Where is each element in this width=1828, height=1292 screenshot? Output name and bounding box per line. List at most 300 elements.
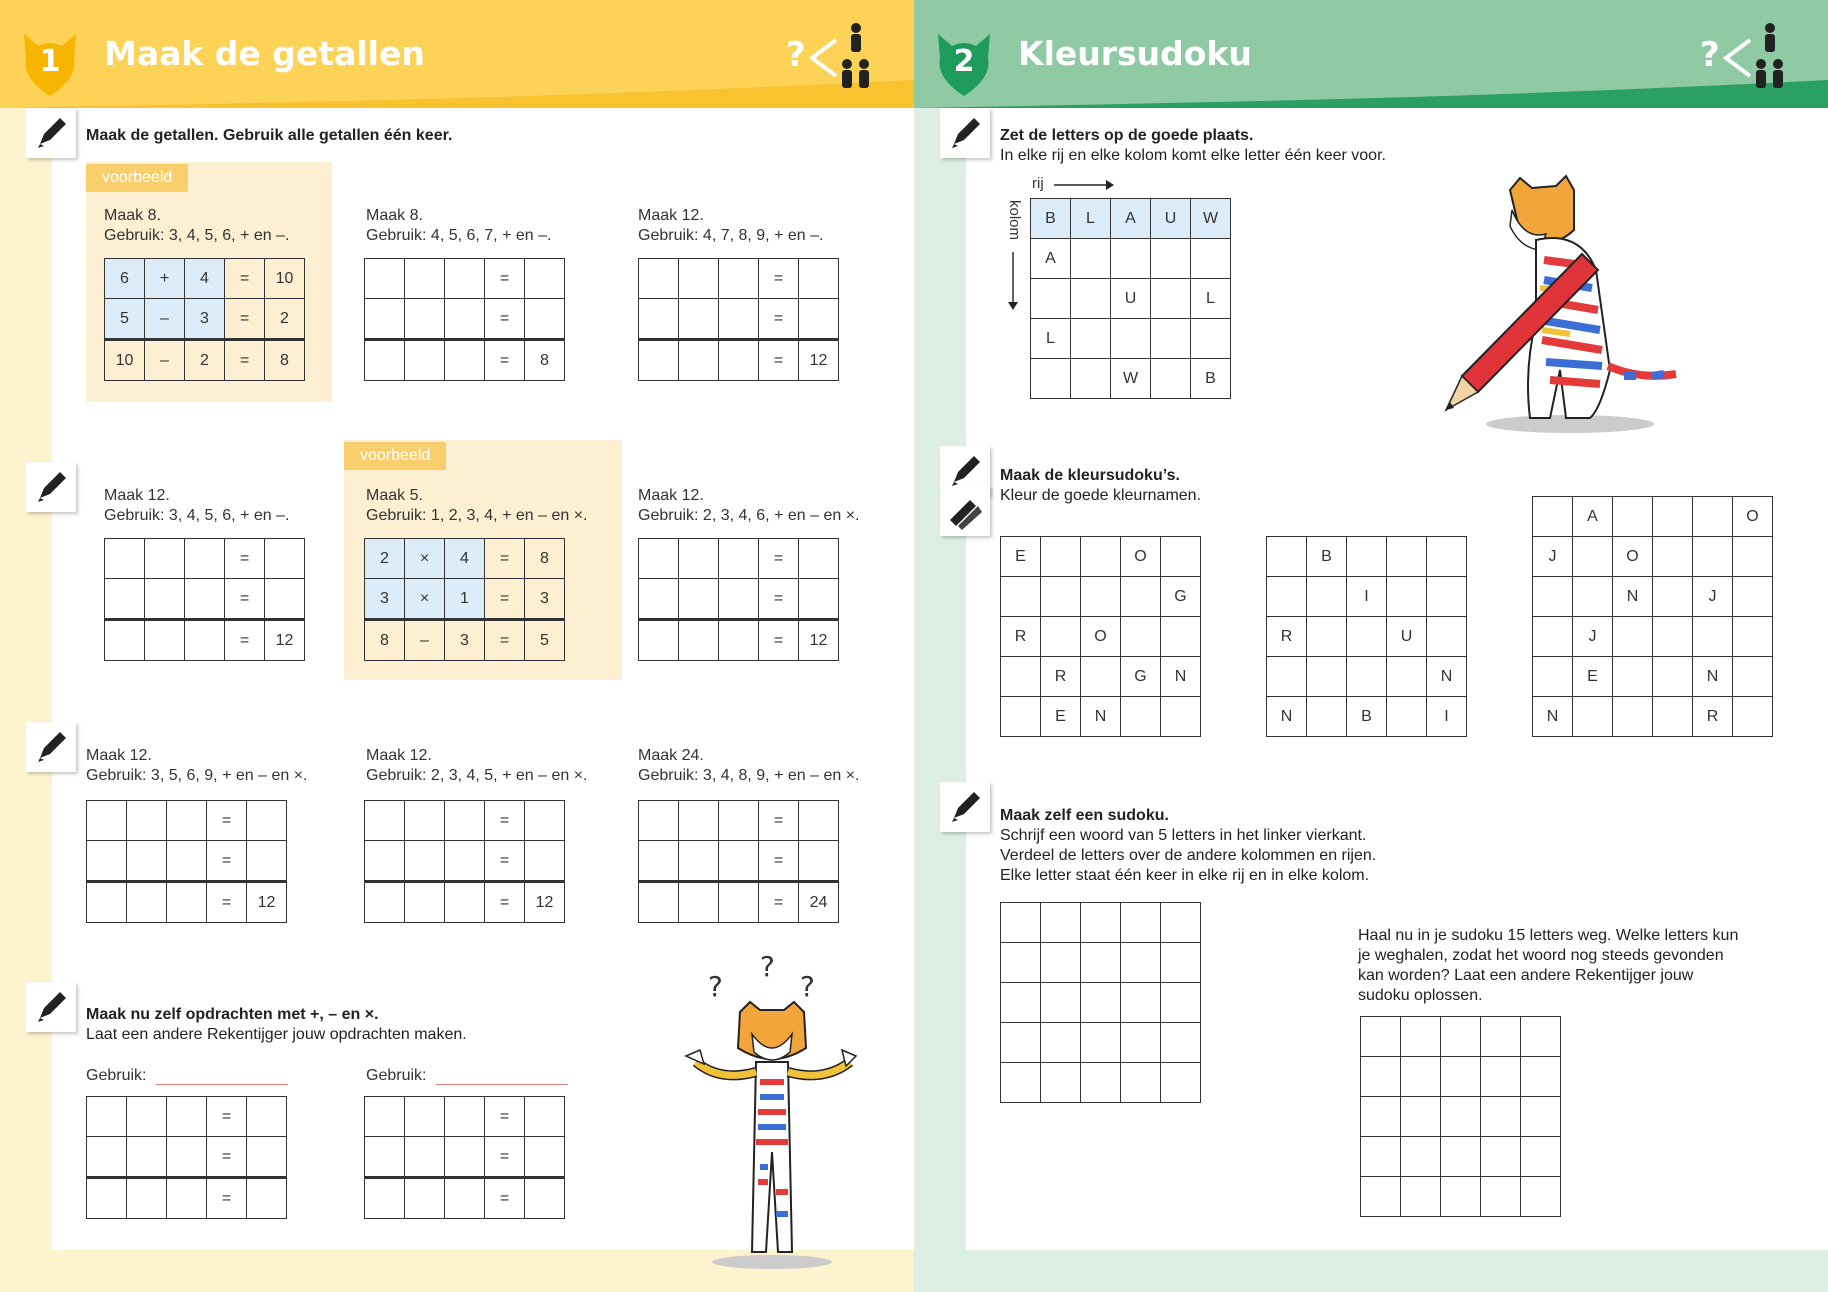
grid-cell[interactable] [365, 259, 405, 299]
grid-cell[interactable] [265, 579, 305, 620]
grid-cell[interactable] [679, 259, 719, 299]
sudoku-cell[interactable] [1161, 983, 1201, 1023]
grid-cell[interactable] [639, 882, 679, 923]
grid-cell[interactable] [639, 539, 679, 579]
grid-cell[interactable] [445, 801, 485, 841]
sudoku-cell[interactable] [1071, 319, 1111, 359]
sudoku-cell[interactable] [1161, 943, 1201, 983]
sudoku-cell[interactable] [1307, 577, 1347, 617]
calc-grid[interactable] [86, 800, 287, 923]
grid-cell[interactable] [719, 579, 759, 620]
own-grid[interactable] [86, 1096, 287, 1219]
sudoku-cell[interactable] [1081, 943, 1121, 983]
grid-cell[interactable] [145, 579, 185, 620]
sudoku-cell[interactable] [1161, 1063, 1201, 1103]
grid-cell[interactable] [105, 579, 145, 620]
sudoku-cell: R [1267, 617, 1307, 657]
grid-cell[interactable] [445, 1178, 485, 1219]
grid-cell[interactable] [679, 299, 719, 340]
grid-cell[interactable] [719, 882, 759, 923]
sudoku-cell[interactable] [1521, 1057, 1561, 1097]
sudoku-cell[interactable] [1693, 537, 1733, 577]
grid-cell: = [225, 340, 265, 381]
sudoku-cell[interactable] [1573, 577, 1613, 617]
grid-cell: – [145, 340, 185, 381]
calc-grid[interactable] [364, 800, 565, 923]
sudoku-cell: O [1121, 537, 1161, 577]
grid-cell[interactable] [167, 882, 207, 923]
grid-cell: 10 [265, 259, 305, 299]
grid-cell[interactable] [167, 1097, 207, 1137]
section3-note: sudoku oplossen. [1358, 987, 1483, 1004]
sudoku-cell[interactable] [1041, 903, 1081, 943]
sudoku-cell[interactable] [1041, 577, 1081, 617]
sudoku-cell[interactable] [1361, 1177, 1401, 1217]
sudoku-cell[interactable] [1121, 617, 1161, 657]
sudoku-cell: E [1573, 657, 1613, 697]
exercise-use: Gebruik: 4, 5, 6, 7, + en –. [366, 227, 552, 244]
grid-cell[interactable] [405, 340, 445, 381]
sudoku-cell[interactable] [1001, 657, 1041, 697]
grid-cell[interactable] [87, 1097, 127, 1137]
sudoku-cell[interactable] [1401, 1017, 1441, 1057]
exercise-use: Gebruik: 3, 4, 5, 6, + en –. [104, 227, 290, 244]
grid-cell[interactable] [405, 801, 445, 841]
grid-cell[interactable] [105, 620, 145, 661]
grid-cell[interactable] [365, 841, 405, 882]
svg-text:?: ? [1700, 35, 1720, 75]
use-label: Gebruik: [366, 1067, 427, 1084]
grid-cell[interactable] [405, 1178, 445, 1219]
sudoku-cell[interactable] [1121, 943, 1161, 983]
sudoku-cell[interactable] [1121, 1063, 1161, 1103]
grid-cell[interactable] [167, 801, 207, 841]
grid-cell[interactable] [799, 299, 839, 340]
grid-cell: 3 [185, 299, 225, 340]
grid-cell: = [759, 259, 799, 299]
grid-cell[interactable] [167, 1178, 207, 1219]
sudoku-cell[interactable] [1041, 537, 1081, 577]
sudoku-cell[interactable] [1653, 537, 1693, 577]
grid-cell[interactable] [145, 620, 185, 661]
exercise-number: 2 [953, 44, 975, 79]
sudoku-cell[interactable] [1347, 537, 1387, 577]
sudoku-cell[interactable] [1001, 1063, 1041, 1103]
sudoku-cell[interactable] [1533, 657, 1573, 697]
grid-cell[interactable] [679, 620, 719, 661]
sudoku-cell[interactable] [1441, 1177, 1481, 1217]
grid-cell[interactable] [799, 801, 839, 841]
sudoku-cell[interactable] [1071, 239, 1111, 279]
grid-cell: = [485, 1097, 525, 1137]
sudoku-cell[interactable] [1161, 617, 1201, 657]
sudoku-cell[interactable] [1693, 617, 1733, 657]
grid-cell[interactable] [247, 1137, 287, 1178]
grid-cell: 12 [799, 620, 839, 661]
grid-cell[interactable] [145, 539, 185, 579]
sudoku-cell[interactable] [1733, 657, 1773, 697]
sudoku-cell[interactable] [1653, 697, 1693, 737]
sudoku-cell[interactable] [1151, 319, 1191, 359]
grid-cell: 5 [525, 620, 565, 661]
calc-grid[interactable] [638, 258, 839, 381]
sudoku-cell[interactable] [1307, 697, 1347, 737]
sudoku-cell[interactable] [1361, 1057, 1401, 1097]
grid-cell[interactable] [365, 1097, 405, 1137]
grid-cell[interactable] [799, 579, 839, 620]
grid-cell[interactable] [525, 299, 565, 340]
sudoku-cell[interactable] [1161, 903, 1201, 943]
sudoku-cell[interactable] [1121, 903, 1161, 943]
sudoku-cell: L [1071, 199, 1111, 239]
grid-cell[interactable] [525, 1137, 565, 1178]
sudoku-cell[interactable] [1081, 657, 1121, 697]
grid-cell[interactable] [445, 882, 485, 923]
sudoku-cell[interactable] [1361, 1137, 1401, 1177]
sudoku-cell[interactable] [1151, 279, 1191, 319]
sudoku-cell[interactable] [1001, 1023, 1041, 1063]
grid-cell[interactable] [719, 539, 759, 579]
grid-cell[interactable] [185, 539, 225, 579]
grid-cell: 8 [525, 539, 565, 579]
calc-grid[interactable] [638, 800, 839, 923]
sudoku-cell[interactable] [1071, 279, 1111, 319]
grid-cell[interactable] [679, 539, 719, 579]
exercise-use: Gebruik: 3, 4, 8, 9, + en – en ×. [638, 767, 860, 784]
sudoku-cell[interactable] [1031, 359, 1071, 399]
grid-cell[interactable] [185, 579, 225, 620]
grid-cell[interactable] [679, 801, 719, 841]
sudoku-cell[interactable] [1613, 617, 1653, 657]
use-underline[interactable] [156, 1084, 288, 1085]
sudoku-cell[interactable] [1071, 359, 1111, 399]
sudoku-cell[interactable] [1613, 497, 1653, 537]
sudoku-cell[interactable] [1573, 697, 1613, 737]
grid-cell[interactable] [167, 1137, 207, 1178]
grid-cell: = [759, 882, 799, 923]
grid-cell[interactable] [639, 259, 679, 299]
grid-cell[interactable] [639, 299, 679, 340]
grid-cell[interactable] [525, 1097, 565, 1137]
sudoku-cell[interactable] [1441, 1017, 1481, 1057]
sudoku-cell[interactable] [1191, 319, 1231, 359]
grid-cell: 12 [799, 340, 839, 381]
section2-subtitle: Kleur de goede kleurnamen. [1000, 487, 1202, 504]
grid-cell: = [485, 340, 525, 381]
grid-cell[interactable] [525, 1178, 565, 1219]
grid-cell[interactable] [405, 259, 445, 299]
sudoku-cell[interactable] [1401, 1097, 1441, 1137]
sudoku-cell: O [1613, 537, 1653, 577]
grid-cell: = [759, 299, 799, 340]
grid-cell[interactable] [127, 1178, 167, 1219]
grid-cell[interactable] [105, 539, 145, 579]
grid-cell[interactable] [247, 801, 287, 841]
sudoku-cell: L [1191, 279, 1231, 319]
sudoku-cell[interactable] [1427, 537, 1467, 577]
sudoku-cell[interactable] [1653, 497, 1693, 537]
sudoku-cell[interactable] [1613, 657, 1653, 697]
grid-cell[interactable] [405, 1137, 445, 1178]
exercise-use: Gebruik: 2, 3, 4, 5, + en – en ×. [366, 767, 588, 784]
sudoku-cell[interactable] [1733, 537, 1773, 577]
grid-cell: = [485, 299, 525, 340]
grid-cell: – [405, 620, 445, 661]
sudoku-cell[interactable] [1693, 497, 1733, 537]
sudoku-cell[interactable] [1307, 657, 1347, 697]
sudoku-cell[interactable] [1427, 617, 1467, 657]
sudoku-cell[interactable] [1427, 577, 1467, 617]
grid-cell[interactable] [265, 539, 305, 579]
sudoku-cell[interactable] [1387, 577, 1427, 617]
letter-sudoku-grid[interactable] [1030, 198, 1231, 399]
sudoku-cell[interactable] [1081, 983, 1121, 1023]
sudoku-cell[interactable] [1533, 617, 1573, 657]
sudoku-cell[interactable] [1653, 657, 1693, 697]
sudoku-cell[interactable] [1161, 1023, 1201, 1063]
sudoku-cell[interactable] [1481, 1057, 1521, 1097]
grid-cell: = [485, 259, 525, 299]
sudoku-cell[interactable] [1347, 617, 1387, 657]
sudoku-cell[interactable] [1361, 1097, 1401, 1137]
own-grid[interactable] [364, 1096, 565, 1219]
exercise-title: Maak 12. [86, 747, 152, 764]
sudoku-cell: N [1693, 657, 1733, 697]
sudoku-cell[interactable] [1081, 1063, 1121, 1103]
section3-line: Elke letter staat één keer in elke rij en in elke kolom. [1000, 867, 1370, 884]
sudoku-cell[interactable] [1081, 537, 1121, 577]
sudoku-cell[interactable] [1733, 617, 1773, 657]
grid-cell[interactable] [405, 1097, 445, 1137]
sudoku-cell[interactable] [1081, 1023, 1121, 1063]
sudoku-cell[interactable] [1387, 657, 1427, 697]
grid-cell: = [207, 841, 247, 882]
sudoku-cell[interactable] [1401, 1177, 1441, 1217]
sudoku-cell: N [1161, 657, 1201, 697]
sudoku-cell[interactable] [1161, 537, 1201, 577]
grid-cell[interactable] [445, 841, 485, 882]
sudoku-cell[interactable] [1041, 1063, 1081, 1103]
grid-cell[interactable] [445, 340, 485, 381]
sudoku-cell[interactable] [1267, 657, 1307, 697]
sudoku-cell[interactable] [1481, 1017, 1521, 1057]
sudoku-cell[interactable] [1121, 1023, 1161, 1063]
calc-grid[interactable] [638, 538, 839, 661]
grid-cell[interactable] [719, 299, 759, 340]
pencil-icon [26, 982, 76, 1032]
sudoku-cell[interactable] [1041, 1023, 1081, 1063]
grid-cell[interactable] [127, 1097, 167, 1137]
sudoku-cell[interactable] [1121, 577, 1161, 617]
grid-cell[interactable] [679, 579, 719, 620]
grid-cell: 8 [265, 340, 305, 381]
grid-cell[interactable] [445, 259, 485, 299]
grid-cell[interactable] [185, 620, 225, 661]
sudoku-cell[interactable] [1041, 983, 1081, 1023]
sudoku-cell[interactable] [1613, 697, 1653, 737]
sudoku-cell[interactable] [1307, 617, 1347, 657]
tiger-mascot-pencil [1440, 170, 1720, 440]
grid-cell[interactable] [87, 841, 127, 882]
svg-text:?: ? [800, 970, 815, 1003]
sudoku-cell[interactable] [1653, 577, 1693, 617]
sudoku-cell: I [1427, 697, 1467, 737]
sudoku-cell[interactable] [1001, 983, 1041, 1023]
example-tab: voorbeeld [86, 164, 188, 192]
sudoku-cell[interactable] [1441, 1057, 1481, 1097]
sudoku-cell[interactable] [1481, 1097, 1521, 1137]
grid-cell[interactable] [719, 841, 759, 882]
grid-cell: = [485, 1178, 525, 1219]
grid-cell[interactable] [247, 1178, 287, 1219]
sudoku-cell[interactable] [1001, 577, 1041, 617]
grid-cell[interactable] [679, 882, 719, 923]
grid-cell[interactable] [719, 801, 759, 841]
grid-cell[interactable] [365, 340, 405, 381]
sudoku-cell[interactable] [1401, 1137, 1441, 1177]
grid-cell: 12 [265, 620, 305, 661]
color-sudoku-grid[interactable] [1000, 536, 1201, 737]
sudoku-cell[interactable] [1361, 1017, 1401, 1057]
grid-cell: = [485, 841, 525, 882]
section2-title: Maak de kleursudoku’s. [1000, 467, 1180, 484]
sudoku-cell: O [1081, 617, 1121, 657]
grid-cell[interactable] [365, 1178, 405, 1219]
sudoku-cell[interactable] [1001, 943, 1041, 983]
grid-cell[interactable] [679, 340, 719, 381]
grid-cell[interactable] [365, 1137, 405, 1178]
sudoku-cell[interactable] [1041, 617, 1081, 657]
grid-cell[interactable] [639, 801, 679, 841]
sudoku-cell[interactable] [1733, 697, 1773, 737]
sudoku-cell[interactable] [1151, 239, 1191, 279]
grid-cell[interactable] [525, 801, 565, 841]
grid-cell[interactable] [639, 579, 679, 620]
grid-cell[interactable] [87, 1178, 127, 1219]
sudoku-cell[interactable] [1521, 1097, 1561, 1137]
sudoku-cell[interactable] [1733, 577, 1773, 617]
grid-cell[interactable] [405, 882, 445, 923]
sudoku-cell[interactable] [1081, 903, 1121, 943]
calc-grid[interactable] [364, 258, 565, 381]
sudoku-cell: E [1001, 537, 1041, 577]
sudoku-cell[interactable] [1521, 1017, 1561, 1057]
grid-cell[interactable] [405, 299, 445, 340]
grid-cell[interactable] [167, 841, 207, 882]
grid-cell[interactable] [679, 841, 719, 882]
grid-cell[interactable] [799, 539, 839, 579]
grid-cell[interactable] [127, 841, 167, 882]
sudoku-cell[interactable] [1533, 497, 1573, 537]
exercise-title: Maak 8. [366, 207, 423, 224]
color-sudoku-grid[interactable] [1532, 496, 1773, 737]
sudoku-cell[interactable] [1521, 1177, 1561, 1217]
grid-cell[interactable] [445, 299, 485, 340]
grid-cell[interactable] [719, 340, 759, 381]
sudoku-cell[interactable] [1481, 1177, 1521, 1217]
sudoku-cell: B [1031, 199, 1071, 239]
grid-cell[interactable] [799, 841, 839, 882]
sudoku-cell[interactable] [1121, 983, 1161, 1023]
grid-cell[interactable] [639, 340, 679, 381]
sudoku-cell[interactable] [1001, 697, 1041, 737]
grid-cell[interactable] [799, 259, 839, 299]
sudoku-cell: L [1031, 319, 1071, 359]
tiger-mascot-shrug [660, 952, 880, 1272]
grid-cell: = [485, 579, 525, 620]
sudoku-cell[interactable] [1191, 239, 1231, 279]
sudoku-cell[interactable] [1387, 537, 1427, 577]
section3-line: Schrijf een woord van 5 letters in het linker vierkant. [1000, 827, 1367, 844]
sudoku-cell[interactable] [1481, 1137, 1521, 1177]
grid-cell[interactable] [247, 841, 287, 882]
sudoku-cell[interactable] [1573, 537, 1613, 577]
grid-cell[interactable] [127, 882, 167, 923]
exercise-title: Maak 5. [366, 487, 423, 504]
own-sudoku-grid[interactable] [1360, 1016, 1561, 1217]
grid-cell[interactable] [87, 801, 127, 841]
exercise-title: Maak 12. [638, 207, 704, 224]
grid-cell[interactable] [87, 1137, 127, 1178]
sudoku-cell[interactable] [1521, 1137, 1561, 1177]
grid-cell[interactable] [445, 1137, 485, 1178]
sudoku-cell[interactable] [1151, 359, 1191, 399]
sudoku-cell[interactable] [1267, 537, 1307, 577]
sudoku-cell[interactable] [1001, 903, 1041, 943]
sudoku-cell[interactable] [1031, 279, 1071, 319]
sudoku-cell[interactable] [1441, 1137, 1481, 1177]
grid-cell[interactable] [365, 299, 405, 340]
pencil-icon [26, 462, 76, 512]
grid-cell[interactable] [525, 841, 565, 882]
sudoku-cell[interactable] [1111, 239, 1151, 279]
grid-cell[interactable] [445, 1097, 485, 1137]
sudoku-cell: W [1111, 359, 1151, 399]
sudoku-cell[interactable] [1267, 577, 1307, 617]
grid-cell[interactable] [127, 1137, 167, 1178]
calc-grid[interactable] [104, 538, 305, 661]
grid-cell: = [759, 539, 799, 579]
grid-cell[interactable] [639, 620, 679, 661]
sudoku-cell: E [1041, 697, 1081, 737]
sudoku-cell[interactable] [1387, 697, 1427, 737]
sudoku-cell[interactable] [1347, 657, 1387, 697]
grid-cell[interactable] [365, 801, 405, 841]
use-underline[interactable] [436, 1084, 568, 1085]
grid-cell[interactable] [719, 259, 759, 299]
grid-cell[interactable] [87, 882, 127, 923]
grid-cell[interactable] [247, 1097, 287, 1137]
sudoku-cell[interactable] [1041, 943, 1081, 983]
sudoku-cell[interactable] [1161, 697, 1201, 737]
grid-cell[interactable] [639, 841, 679, 882]
sudoku-cell[interactable] [1081, 577, 1121, 617]
sudoku-cell[interactable] [1401, 1057, 1441, 1097]
grid-cell[interactable] [365, 882, 405, 923]
grid-cell[interactable] [127, 801, 167, 841]
differentiation-icon [1698, 20, 1788, 92]
own-sudoku-grid[interactable] [1000, 902, 1201, 1103]
sudoku-cell[interactable] [1111, 319, 1151, 359]
sudoku-cell[interactable] [1121, 697, 1161, 737]
grid-cell[interactable] [525, 259, 565, 299]
sudoku-cell[interactable] [1441, 1097, 1481, 1137]
sudoku-cell[interactable] [1653, 617, 1693, 657]
grid-cell[interactable] [405, 841, 445, 882]
grid-cell[interactable] [719, 620, 759, 661]
color-sudoku-grid[interactable] [1266, 536, 1467, 737]
sudoku-cell[interactable] [1533, 577, 1573, 617]
